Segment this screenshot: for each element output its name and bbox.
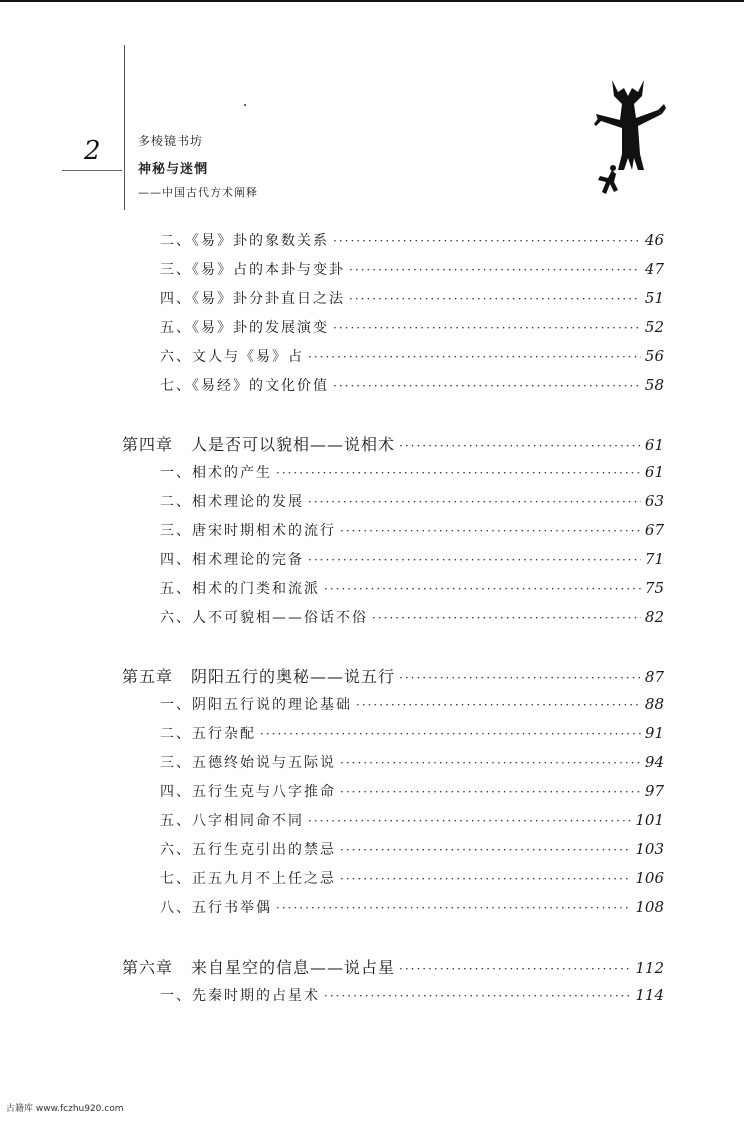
toc-leader-dots (340, 872, 631, 886)
toc-entry[interactable] (160, 607, 664, 627)
ink-speck (244, 104, 246, 106)
toc-entry-page: 106 (635, 869, 664, 887)
footer-watermark: 古籍库 www.fczhu920.com (6, 1104, 124, 1114)
toc-entry-label: 一、先秦时期的占星术 (160, 988, 320, 1004)
toc-entry[interactable] (160, 897, 664, 917)
toc-leader-dots (349, 263, 641, 277)
toc-entry-page: 94 (644, 753, 664, 771)
toc-leader-dots (340, 843, 631, 857)
toc-entry-page: 63 (644, 492, 664, 510)
toc-entry[interactable] (160, 317, 664, 337)
toc-entry-label: 二、《易》卦的象数关系 (160, 233, 329, 249)
toc-entry-page: 46 (644, 231, 664, 249)
toc-entry[interactable] (160, 868, 664, 888)
toc-leader-dots (340, 756, 641, 770)
toc-entry-label: 六、人不可貌相——俗话不俗 (160, 610, 368, 626)
toc-entry-label: 四、相术理论的完备 (160, 552, 304, 568)
toc-entry-page: 108 (635, 898, 664, 916)
toc-entry-page: 114 (635, 986, 664, 1004)
toc-entry-page: 88 (644, 695, 664, 713)
toc-entry-label: 五、《易》卦的发展演变 (160, 320, 329, 336)
toc-entry-page: 75 (644, 579, 664, 597)
toc-entry-label: 六、五行生克引出的禁忌 (160, 842, 336, 858)
toc-entry-page: 47 (644, 260, 664, 278)
top-rule (0, 0, 744, 2)
toc-entry-page: 87 (644, 668, 664, 686)
toc-entry[interactable] (160, 839, 664, 859)
toc-leader-dots (260, 727, 641, 741)
toc-chapter-number: 第四章 (122, 435, 174, 454)
toc-entry[interactable] (160, 694, 664, 714)
toc-leader-dots (333, 234, 641, 248)
toc-leader-dots (340, 785, 641, 799)
toc-entry-page: 56 (644, 347, 664, 365)
toc-chapter-title: 人是否可以貌相——说相术 (191, 435, 396, 454)
toc-entry-page: 82 (644, 608, 664, 626)
page-number: 2 (84, 136, 101, 166)
toc-entry-label: 三、唐宋时期相术的流行 (160, 523, 336, 539)
toc-leader-dots (349, 292, 641, 306)
toc-entry-page: 97 (644, 782, 664, 800)
toc-entry-label: 七、《易经》的文化价值 (160, 378, 329, 394)
toc-chapter-title: 阴阳五行的奥秘——说五行 (191, 667, 396, 686)
toc-entry-page: 52 (644, 318, 664, 336)
toc-leader-dots (333, 321, 641, 335)
toc-entry-label: 一、相术的产生 (160, 465, 272, 481)
toc-entry[interactable] (160, 346, 664, 366)
toc-entry[interactable] (160, 520, 664, 540)
toc-entry-label: 一、阴阳五行说的理论基础 (160, 697, 352, 713)
toc-chapter[interactable] (122, 432, 664, 455)
toc-leader-dots (399, 962, 631, 976)
toc-entry-page: 91 (644, 724, 664, 742)
toc-leader-dots (308, 814, 631, 828)
toc-entry[interactable] (160, 985, 664, 1005)
toc-leader-dots (324, 582, 641, 596)
toc-entry-page: 61 (644, 436, 664, 454)
toc-entry-page: 112 (635, 959, 664, 977)
toc-entry-label: 三、五德终始说与五际说 (160, 755, 336, 771)
toc-entry[interactable] (160, 230, 664, 250)
toc-entry-label: 二、相术理论的发展 (160, 494, 304, 510)
toc-chapter-title: 来自星空的信息——说占星 (191, 958, 396, 977)
toc-leader-dots (276, 466, 641, 480)
toc-leader-dots (399, 671, 641, 685)
toc-entry[interactable] (160, 549, 664, 569)
toc-entry-label: 六、文人与《易》占 (160, 349, 304, 365)
page-number-rule (62, 170, 122, 171)
toc-chapter-number: 第五章 (122, 667, 174, 686)
toc-entry-page: 51 (644, 289, 664, 307)
toc-leader-dots (399, 439, 641, 453)
toc-entry-page: 71 (644, 550, 664, 568)
toc-entry-page: 61 (644, 463, 664, 481)
toc-entry-label: 二、五行杂配 (160, 726, 256, 742)
book-subtitle: ——中国古代方术阐释 (138, 186, 258, 199)
toc-entry-label: 五、相术的门类和流派 (160, 581, 320, 597)
toc-entry[interactable] (160, 578, 664, 598)
toc-entry[interactable] (160, 781, 664, 801)
toc-chapter-number: 第六章 (122, 958, 174, 977)
rock-art-figure-icon (588, 74, 668, 204)
spine-line (124, 45, 125, 210)
toc-leader-dots (333, 379, 641, 393)
toc-entry-label: 七、正五九月不上任之忌 (160, 871, 336, 887)
toc-entry[interactable] (160, 462, 664, 482)
toc-entry[interactable] (160, 288, 664, 308)
toc-leader-dots (308, 350, 641, 364)
toc-chapter[interactable] (122, 664, 664, 687)
toc-entry-label: 四、五行生克与八字推命 (160, 784, 336, 800)
toc-chapter[interactable] (122, 955, 664, 978)
series-name: 多棱镜书坊 (138, 134, 204, 148)
toc-entry[interactable] (160, 259, 664, 279)
toc-leader-dots (324, 989, 631, 1003)
toc-entry-label: 八、五行书举偶 (160, 900, 272, 916)
toc-leader-dots (356, 698, 641, 712)
toc-leader-dots (308, 553, 641, 567)
toc-entry-label: 四、《易》卦分卦直日之法 (160, 291, 345, 307)
toc-entry-page: 101 (635, 811, 664, 829)
toc-leader-dots (340, 524, 641, 538)
toc-leader-dots (276, 901, 631, 915)
toc-entry-label: 五、八字相同命不同 (160, 813, 304, 829)
toc-entry[interactable] (160, 752, 664, 772)
toc-entry[interactable] (160, 810, 664, 830)
toc-leader-dots (308, 495, 641, 509)
toc-entry[interactable] (160, 723, 664, 743)
book-title: 神秘与迷惘 (138, 162, 209, 177)
toc-entry-label: 三、《易》占的本卦与变卦 (160, 262, 345, 278)
toc-entry-page: 67 (644, 521, 664, 539)
toc-entry-page: 103 (635, 840, 664, 858)
toc-leader-dots (372, 611, 641, 625)
toc-entry-page: 58 (644, 376, 664, 394)
toc-entry[interactable] (160, 375, 664, 395)
toc-entry[interactable] (160, 491, 664, 511)
